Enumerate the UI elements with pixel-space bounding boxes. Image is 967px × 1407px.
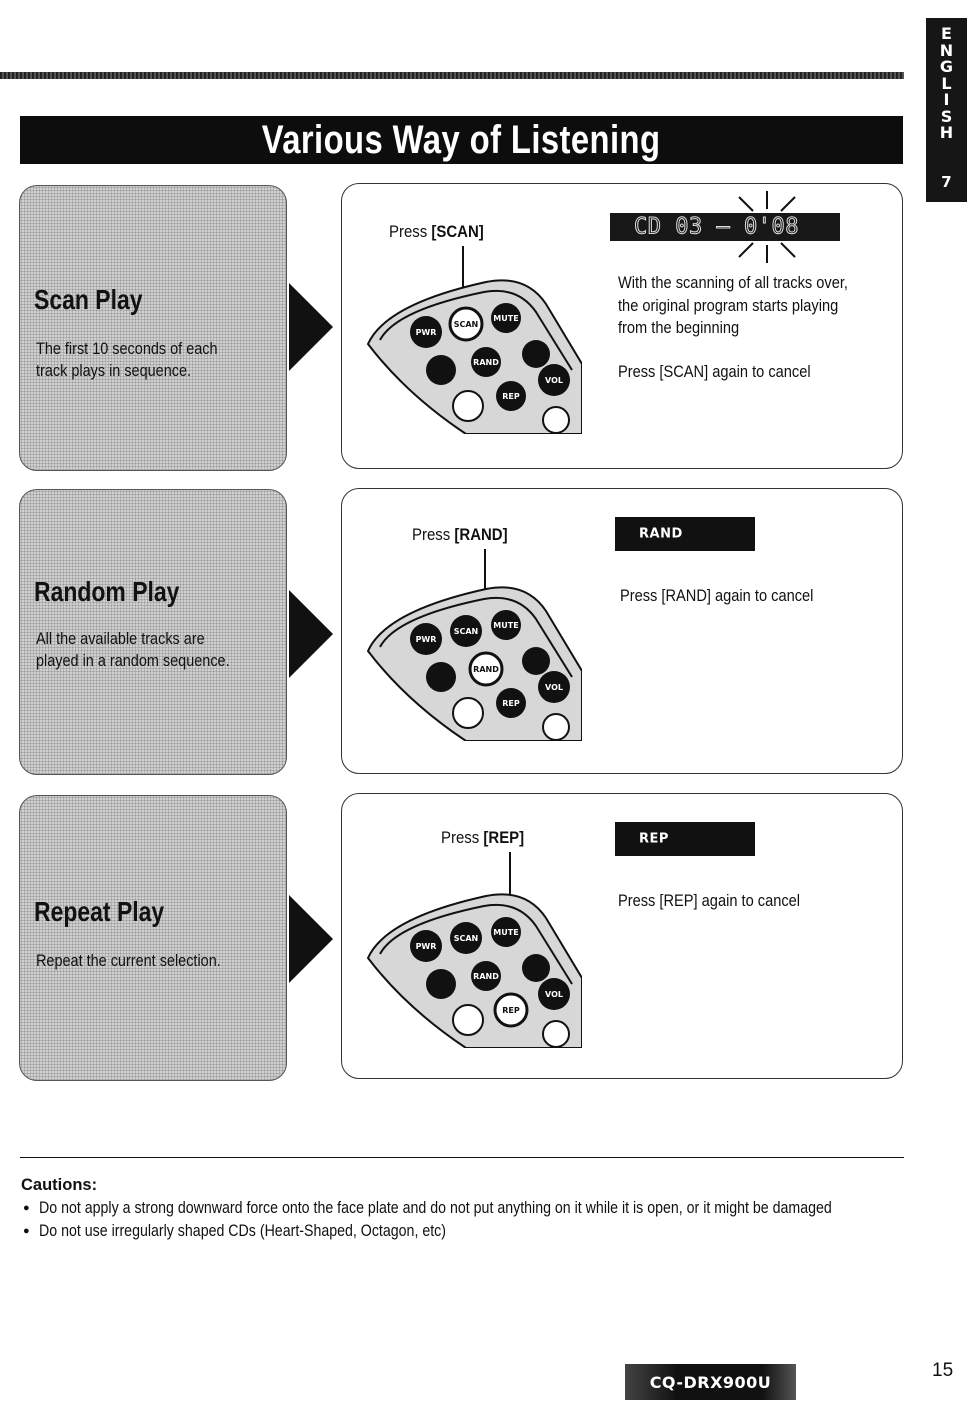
remote-button-label: RAND [473, 358, 499, 367]
repeat-play-card [19, 795, 287, 1081]
arrow-right-icon [289, 895, 333, 983]
cancel-note: Press [SCAN] again to cancel [618, 362, 811, 381]
language-letter: I [943, 90, 950, 109]
language-letter: L [941, 73, 952, 93]
remote-button-label: RAND [473, 665, 499, 674]
remote-button-label: VOL [545, 376, 563, 385]
mode-description: All the available tracks are played in a random sequence. [36, 629, 230, 670]
remote-button-label: MUTE [493, 928, 519, 937]
mode-description: The first 10 seconds of each track plays in sequence. [36, 339, 218, 380]
rep-display-indicator: REP [615, 822, 755, 856]
cautions-heading: Cautions: [21, 1176, 98, 1194]
remote-control-icon [366, 274, 582, 434]
caution-item: ● Do not use irregularly shaped CDs (Heart-Shaped, Octagon, etc) [21, 1220, 911, 1243]
remote-button-label: RAND [473, 972, 499, 981]
section-divider [20, 1157, 904, 1158]
scan-step-panel [341, 183, 903, 469]
language-letter: G [939, 57, 954, 76]
remote-button-label: PWR [415, 942, 437, 951]
remote-button-label: VOL [545, 683, 563, 692]
rand-display-indicator: RAND [615, 517, 755, 551]
scan-play-card [19, 185, 287, 471]
chapter-number: 7 [941, 173, 952, 191]
remote-button-label: SCAN [453, 320, 479, 329]
language-letter: N [939, 40, 954, 60]
mode-description: Repeat the current selection. [36, 951, 221, 970]
cancel-note: Press [RAND] again to cancel [620, 586, 814, 605]
remote-button-label: PWR [415, 328, 437, 337]
remote-button-label: PWR [415, 635, 437, 644]
mode-title: Repeat Play [34, 896, 165, 927]
language-tab [926, 18, 967, 202]
model-badge: CQ-DRX900U [625, 1364, 796, 1400]
caution-item: ● Do not apply a strong downward force onto the face plate and do not put anything on it while it is open, or it might be damaged [21, 1197, 911, 1220]
arrow-right-icon [289, 590, 333, 678]
mode-title: Random Play [34, 576, 180, 607]
cautions-list [21, 1197, 911, 1243]
language-letter: S [940, 106, 953, 126]
remote-button-label: SCAN [453, 934, 479, 943]
remote-control-icon [366, 581, 582, 741]
remote-button-label: REP [502, 392, 520, 401]
random-play-card [19, 489, 287, 775]
language-tab-letters [926, 18, 967, 142]
repeat-step-panel [341, 793, 903, 1079]
remote-button-label: VOL [545, 990, 563, 999]
remote-button-label: MUTE [493, 314, 519, 323]
cancel-note: Press [REP] again to cancel [618, 891, 801, 910]
arrow-right-icon [289, 283, 333, 371]
cautions-block [21, 1176, 911, 1243]
page-title: Various Way of Listening [20, 116, 903, 164]
page-number: 15 [932, 1360, 954, 1381]
remote-button-label: REP [502, 699, 520, 708]
remote-button-label: MUTE [493, 621, 519, 630]
scan-note: With the scanning of all tracks over, the original program starts playing from the beginning [618, 273, 848, 337]
random-step-panel [341, 488, 903, 774]
remote-button-label: SCAN [453, 627, 479, 636]
remote-button-label: REP [502, 1006, 520, 1015]
scan-display-readout: CD 03 — 0'08 [610, 213, 840, 241]
press-instruction: Press [RAND] [412, 525, 508, 544]
language-letter: E [941, 24, 952, 43]
remote-control-icon [366, 888, 582, 1048]
mode-title: Scan Play [34, 284, 143, 315]
blink-indicator-icon [727, 189, 807, 265]
press-instruction: Press [REP] [441, 828, 525, 847]
language-letter: H [939, 123, 954, 142]
press-instruction: Press [SCAN] [389, 222, 484, 241]
top-rule [0, 72, 904, 79]
